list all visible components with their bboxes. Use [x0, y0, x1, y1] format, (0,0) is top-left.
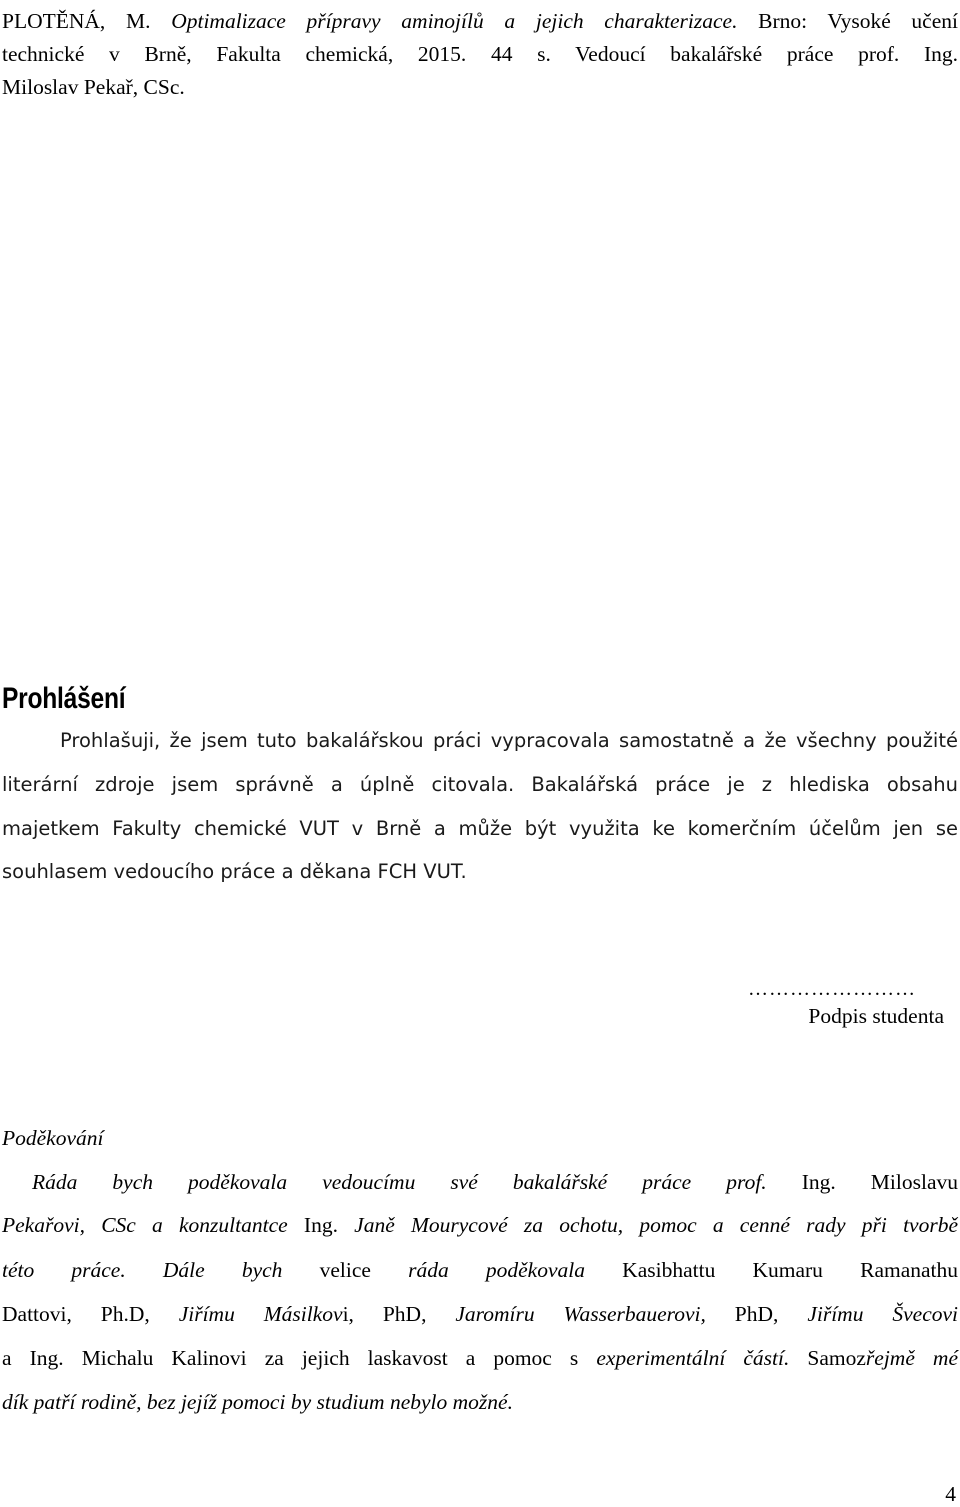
- ack-line-5: a Ing. Michalu Kalinovi za jejich laskavost a pomoc s experimentální částí. Samozřejmě mé: [2, 1346, 959, 1370]
- citation-publisher: Brno: Vysoké učení: [737, 9, 958, 33]
- ack-line-6: dík patří rodině, bez jejíž pomoci by studium nebylo možné.: [2, 1390, 513, 1414]
- signature-label: Podpis studenta: [808, 1004, 944, 1028]
- citation-author: PLOTĚNÁ, M.: [2, 9, 172, 33]
- declaration-heading: Prohlášení: [2, 682, 126, 715]
- signature-line: ……………………: [748, 978, 916, 1000]
- page-number: 4: [945, 1482, 956, 1506]
- ack-line-1: Ráda bych poděkovala vedoucímu své bakalářské práce prof. Ing. Miloslavu: [32, 1170, 958, 1194]
- declaration-line-4: souhlasem vedoucího práce a děkana FCH VUT.: [2, 860, 467, 883]
- declaration-line-3: majetkem Fakulty chemické VUT v Brně a může být využita ke komerčním účelům jen se: [2, 817, 958, 840]
- citation-line-1: [2, 11, 958, 33]
- ack-line-3: této práce. Dále bych velice ráda poděkovala Kasibhattu Kumaru Ramanathu: [2, 1258, 959, 1282]
- citation-line-2: technické v Brně, Fakulta chemická, 2015. 44 s. Vedoucí bakalářské práce prof. Ing.: [2, 42, 958, 66]
- acknowledgement-heading: Poděkování: [2, 1126, 104, 1150]
- ack-line-2: Pekařovi, CSc a konzultantce Ing. Janě Mourycové za ochotu, pomoc a cenné rady při tvorbě: [2, 1213, 959, 1237]
- ack-line-4: Dattovi, Ph.D, Jiřímu Másilkovi, PhD, Jaromíru Wasserbauerovi, PhD, Jiřímu Švecovi: [2, 1302, 959, 1326]
- citation-title: Optimalizace přípravy aminojílů a jejich charakterizace.: [171, 9, 738, 33]
- citation-line-3: Miloslav Pekař, CSc.: [2, 75, 185, 99]
- declaration-line-1: Prohlašuji, že jsem tuto bakalářskou práci vypracovala samostatně a že všechny použité: [60, 729, 958, 752]
- declaration-line-2: literární zdroje jsem správně a úplně citovala. Bakalářská práce je z hlediska obsahu: [2, 773, 958, 796]
